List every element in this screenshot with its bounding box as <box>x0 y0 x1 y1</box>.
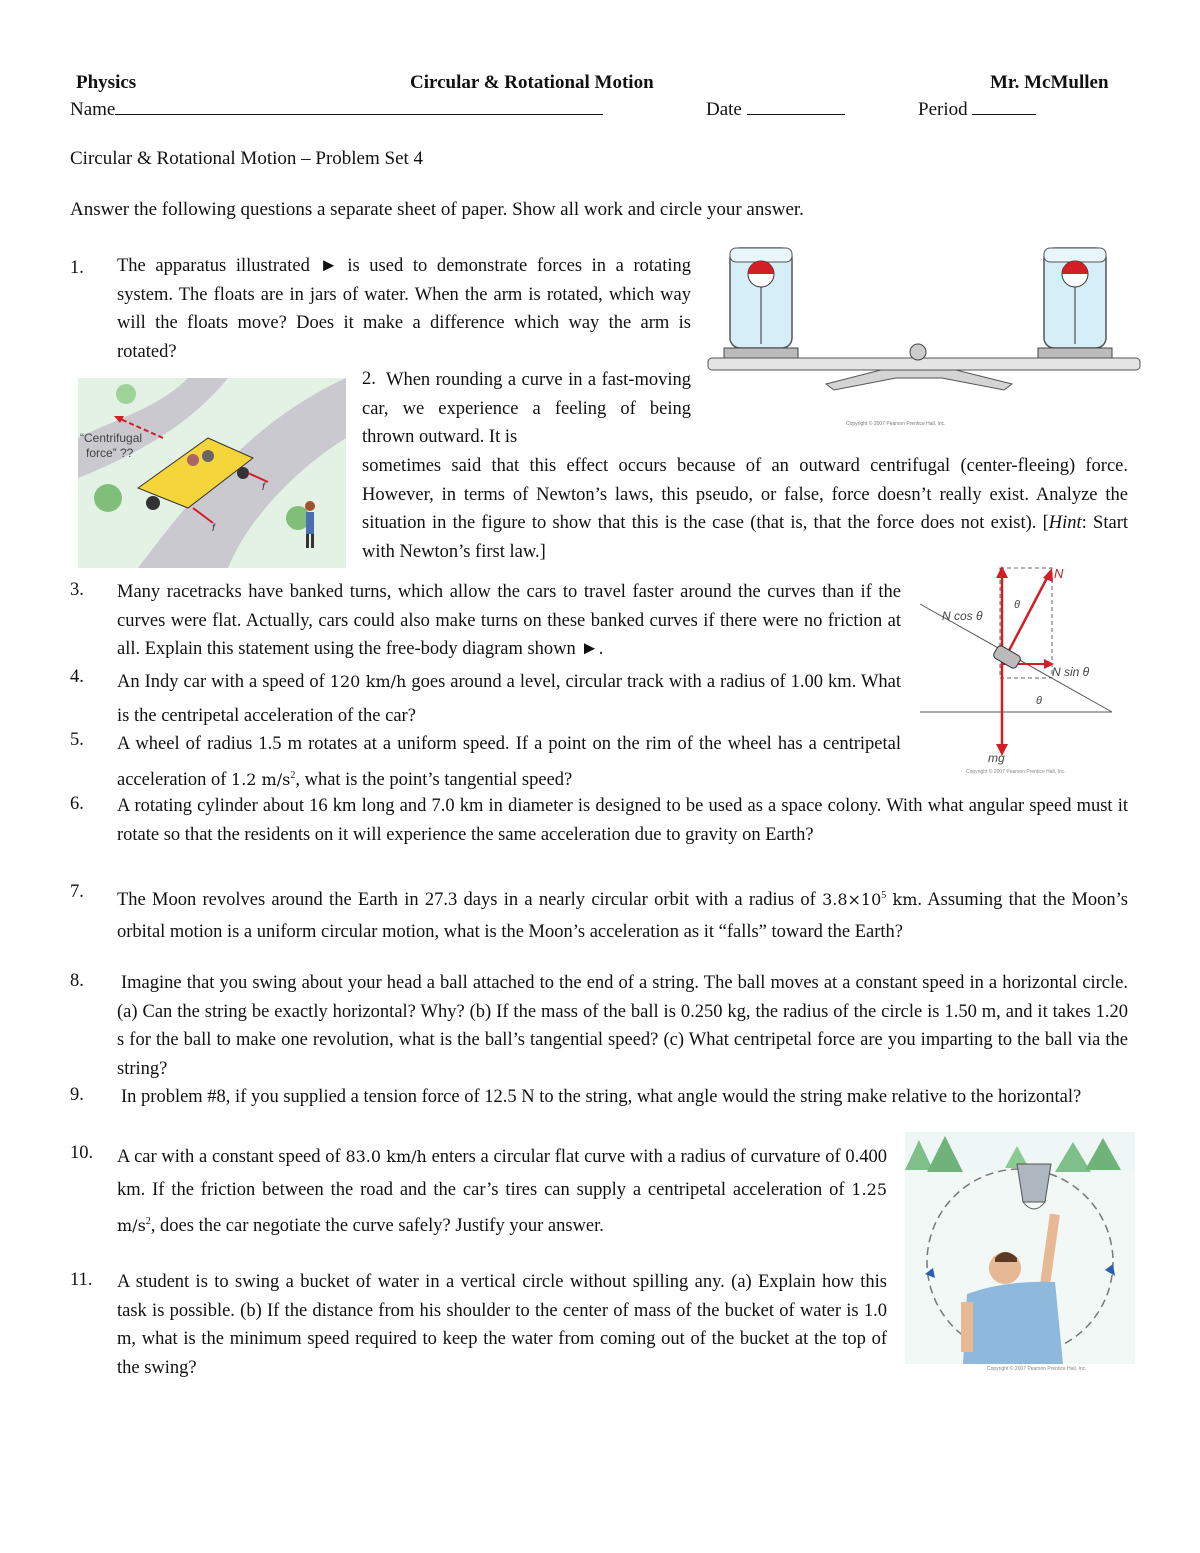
centrifugal-label-2: force” ?? <box>86 446 134 460</box>
question-text-bottom <box>362 452 1128 566</box>
figure-copyright: Copyright © 2007 Pearson Prentice Hall, Inc. <box>966 769 1066 775</box>
question-text-b: enters a circular flat curve with a radius of curvature of 0.400 km. If the friction between the road and the car’s tires can supply a centripetal acceleration of <box>117 1147 887 1200</box>
instructions: Answer the following questions a separate sheet of paper. Show all work and circle your answer. <box>70 199 804 220</box>
question-text-top: When rounding a curve in a fast-moving car, we experience a feeling of being thrown outward. It is <box>362 370 691 448</box>
name-field[interactable] <box>70 98 603 121</box>
question-text-a: An Indy car with a speed of <box>117 672 325 692</box>
question-text: A student is to swing a bucket of water in a vertical circle without spilling any. (a) Explain how this task is possible. (b) If the distance from his shoulder to the center of mass of the bucket of water is 1.0 m, what is the minimum speed required to keep the water from coming out of the bucket at the top of the swing? <box>117 1272 887 1378</box>
name-blank[interactable] <box>115 98 603 115</box>
bucket-swing-figure <box>905 1132 1135 1372</box>
speed-value: 120 km/h <box>329 672 407 691</box>
question-text <box>117 665 901 733</box>
period-label: Period <box>918 99 968 120</box>
hint-text: : Start with Newton’s first law.] <box>362 513 1128 562</box>
date-blank[interactable] <box>747 98 845 115</box>
fbd-label-mg: mg <box>988 751 1005 765</box>
question-text-c: , does the car negotiate the curve safely? Justify your answer. <box>150 1216 604 1237</box>
speed-value: 83.0 km/h <box>345 1147 427 1166</box>
question-text: Many racetracks have banked turns, which allow the cars to travel faster around the curves than if the curves were flat. Actually, cars could also make turns on these banked curves if there were no friction at all. Explain this statement using the free-body diagram shown ►. <box>117 582 901 660</box>
question-text-a: The Moon revolves around the Earth in 27.3 days in a nearly circular orbit with a radius of <box>117 890 816 911</box>
acceleration-value: 1.25 m/s <box>117 1179 887 1236</box>
question-number: 3. <box>70 580 84 600</box>
centrifugal-label-1: “Centrifugal <box>80 431 143 445</box>
right-jar <box>1038 248 1112 358</box>
question-text <box>117 1141 887 1243</box>
car-curve-figure <box>78 378 346 568</box>
question-text-b: goes around a level, circular track with a radius of 1.00 km. What is the centripetal acceleration of the car? <box>117 672 902 726</box>
acceleration-value: 1.2 m/s <box>231 770 291 790</box>
question-number: 4. <box>70 667 84 687</box>
fbd-label-Ncos: N cos θ <box>942 609 983 623</box>
subtitle: Circular & Rotational Motion – Problem Set 4 <box>70 148 424 169</box>
period-field[interactable] <box>918 98 1036 121</box>
question-number: 6. <box>70 794 84 814</box>
figure-copyright: Copyright © 2007 Pearson Prentice Hall, Inc. <box>846 421 946 427</box>
question-number: 11. <box>70 1270 93 1290</box>
hint-label: Hint <box>1048 513 1082 534</box>
radius-unit: km <box>892 890 918 910</box>
period-blank[interactable] <box>972 98 1036 115</box>
question-text: Imagine that you swing about your head a ball attached to the end of a string. The ball moves at a constant speed in a horizontal circle. (a) Can the string be exactly horizontal? Why? (b) If the mass of the ball is 0.250 kg, the radius of the circle is 1.50 m, and it takes 1.20 s for the ball to make one revolution, what is the ball’s tangential speed? (c) What centripetal force are you imparting to the ball via the string? <box>117 973 1128 1079</box>
radius-value: 3.8×10 <box>822 890 882 910</box>
question-text: A rotating cylinder about 16 km long and 7.0 km in diameter is designed to be used as a space colony. With what angular speed must it rotate so that the residents on it will experience the same acceleration due to gravity on Earth? <box>117 796 1128 845</box>
question-text: sometimes said that this effect occurs because of an outward centrifugal (center-fleeing) force. However, in terms of Newton’s laws, this pseudo, or false, force doesn’t really exist. Analyze the situation in the figure to show that this is the case (that is, that the force does not exist). [ <box>362 456 1128 534</box>
exponent: 2 <box>290 770 296 781</box>
question-number: 9. <box>70 1085 84 1105</box>
banked-curve-fbd <box>916 564 1116 776</box>
question-number: 1. <box>70 258 84 278</box>
question-text-a: A car with a constant speed of <box>117 1147 341 1167</box>
rotating-arm <box>708 358 1140 370</box>
fbd-label-Nsin: N sin θ <box>1052 665 1090 679</box>
figure-copyright: Copyright © 2007 Pearson Prentice Hall, Inc. <box>987 1366 1087 1372</box>
teacher-name: Mr. McMullen <box>990 72 1109 93</box>
exponent: 2 <box>145 1216 151 1227</box>
question-number: 5. <box>70 730 84 750</box>
date-label: Date <box>706 99 742 120</box>
rotating-jars-figure <box>706 244 1142 430</box>
fbd-label-N: N <box>1054 566 1064 581</box>
question-text-b: . Assuming that the Moon’s orbital motion is a uniform circular motion, what is the Moon’s acceleration as it “falls” toward the Earth? <box>117 890 1128 943</box>
friction-label: f <box>212 523 215 534</box>
question-text: The apparatus illustrated ► is used to demonstrate forces in a rotating system. The floats are in jars of water. When the arm is rotated, which way will the floats move? Does it make a difference which way the arm is rotated? <box>117 256 691 362</box>
question-text <box>117 880 1128 948</box>
question-text-b: , what is the point’s tangential speed? <box>295 770 573 791</box>
left-jar <box>724 248 798 358</box>
friction-label: f <box>262 482 265 493</box>
question-text: In problem #8, if you supplied a tension force of 12.5 N to the string, what angle would the string make relative to the horizontal? <box>121 1087 1082 1107</box>
page-title: Circular & Rotational Motion <box>410 72 654 93</box>
fbd-label-theta: θ <box>1036 695 1042 707</box>
question-number: 10. <box>70 1143 94 1163</box>
question-text <box>117 728 901 796</box>
name-label: Name <box>70 99 116 120</box>
question-text-a: A wheel of radius 1.5 m rotates at a uniform speed. If a point on the rim of the wheel has a centripetal acceleration of <box>117 734 901 791</box>
exponent: 5 <box>881 890 887 901</box>
question-number: 8. <box>70 971 84 991</box>
course-label: Physics <box>76 72 137 93</box>
fbd-label-theta: θ <box>1014 599 1020 611</box>
question-number: 2. <box>362 369 376 389</box>
question-number: 7. <box>70 882 84 902</box>
date-field[interactable] <box>706 98 845 121</box>
